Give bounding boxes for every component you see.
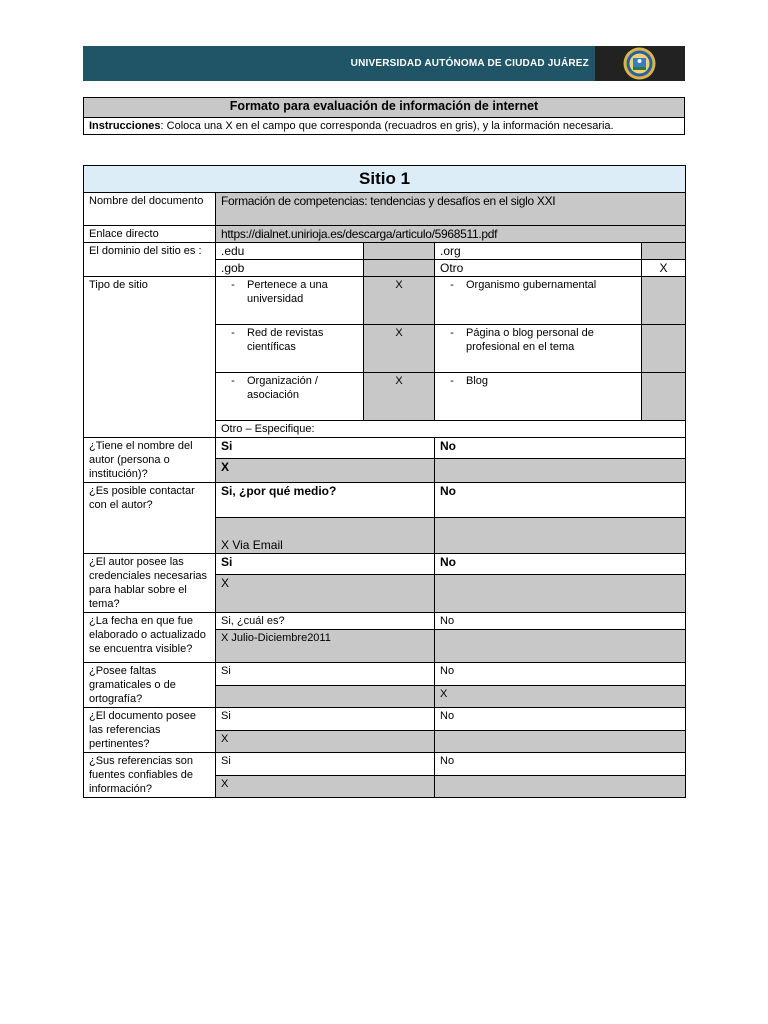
- q7-no-answer[interactable]: [435, 775, 686, 798]
- type-blog-professional: - Página o blog personal de profesional en el tema: [435, 325, 642, 373]
- q5-yes-answer[interactable]: [216, 685, 435, 708]
- form-header-table: [83, 97, 685, 135]
- q1-yes-answer[interactable]: X: [216, 459, 435, 483]
- q2-no-label: No: [435, 483, 686, 518]
- type-journals-mark[interactable]: X: [364, 325, 435, 373]
- q3-yes-answer[interactable]: X: [216, 574, 435, 612]
- type-government-mark[interactable]: [642, 277, 686, 325]
- q7-yes-label: Si: [216, 753, 435, 776]
- type-organization: - Organización / asociación: [216, 373, 364, 421]
- instructions: [84, 118, 685, 135]
- domain-otro: Otro: [435, 260, 642, 277]
- q3-no-answer[interactable]: [435, 574, 686, 612]
- form-title: Formato para evaluación de información de internet: [84, 98, 685, 118]
- other-specify[interactable]: Otro – Especifique:: [216, 421, 686, 438]
- link-value[interactable]: https://dialnet.unirioja.es/descarga/articulo/5968511.pdf: [216, 226, 686, 243]
- q5-no-label: No: [435, 663, 686, 686]
- doc-name-label: Nombre del documento: [84, 193, 216, 226]
- link-label: Enlace directo: [84, 226, 216, 243]
- q5-yes-label: Si: [216, 663, 435, 686]
- domain-edu: .edu: [216, 243, 364, 260]
- type-blog: - Blog: [435, 373, 642, 421]
- q4-yes-label: Si, ¿cuál es?: [216, 613, 435, 630]
- university-name: UNIVERSIDAD AUTÓNOMA DE CIUDAD JUÁREZ: [350, 58, 589, 69]
- seal-container: [595, 46, 685, 81]
- q7-no-label: No: [435, 753, 686, 776]
- q6-text: ¿El documento posee las referencias pertinentes?: [84, 708, 216, 753]
- q4-no-answer[interactable]: [435, 630, 686, 663]
- domain-edu-mark[interactable]: [364, 243, 435, 260]
- type-journals: - Red de revistas científicas: [216, 325, 364, 373]
- type-university: - Pertenece a una universidad: [216, 277, 364, 325]
- q1-no-label: No: [435, 438, 686, 459]
- q2-no-answer[interactable]: [435, 518, 686, 554]
- type-government: - Organismo gubernamental: [435, 277, 642, 325]
- type-university-mark[interactable]: X: [364, 277, 435, 325]
- q4-text: ¿La fecha en que fue elaborado o actualizado se encuentra visible?: [84, 613, 216, 663]
- q7-text: ¿Sus referencias son fuentes confiables de información?: [84, 753, 216, 798]
- domain-gob-mark[interactable]: [364, 260, 435, 277]
- type-organization-mark[interactable]: X: [364, 373, 435, 421]
- type-blog-professional-mark[interactable]: [642, 325, 686, 373]
- q6-no-answer[interactable]: [435, 730, 686, 753]
- domain-org: .org: [435, 243, 642, 260]
- q4-no-label: No: [435, 613, 686, 630]
- q2-yes-label: Si, ¿por qué medio?: [216, 483, 435, 518]
- q2-yes-answer[interactable]: X Via Email: [216, 518, 435, 554]
- doc-name-value[interactable]: Formación de competencias: tendencias y desafíos en el siglo XXI: [216, 193, 686, 226]
- site-evaluation-table: [83, 165, 686, 798]
- q5-text: ¿Posee faltas gramaticales o de ortografía?: [84, 663, 216, 708]
- type-blog-mark[interactable]: [642, 373, 686, 421]
- q3-text: ¿El autor posee las credenciales necesarias para hablar sobre el tema?: [84, 554, 216, 613]
- q1-yes-label: Si: [216, 438, 435, 459]
- header-banner: [83, 46, 685, 81]
- q3-yes-label: Si: [216, 554, 435, 575]
- domain-label: El dominio del sitio es :: [84, 243, 216, 277]
- q6-yes-label: Si: [216, 708, 435, 731]
- q7-yes-answer[interactable]: X: [216, 775, 435, 798]
- instructions-label: Instrucciones: [89, 120, 161, 132]
- domain-otro-mark[interactable]: X: [642, 260, 686, 277]
- site-heading: Sitio 1: [84, 166, 686, 193]
- q4-yes-answer[interactable]: X Julio-Diciembre2011: [216, 630, 435, 663]
- q1-no-answer[interactable]: [435, 459, 686, 483]
- type-label: Tipo de sitio: [84, 277, 216, 438]
- q6-no-label: No: [435, 708, 686, 731]
- q6-yes-answer[interactable]: X: [216, 730, 435, 753]
- q1-text: ¿Tiene el nombre del autor (persona o institución)?: [84, 438, 216, 483]
- domain-gob: .gob: [216, 260, 364, 277]
- q5-no-answer[interactable]: X: [435, 685, 686, 708]
- q3-no-label: No: [435, 554, 686, 575]
- instructions-text: : Coloca una X en el campo que corresponda (recuadros en gris), y la información necesaria.: [160, 120, 614, 132]
- university-seal-icon: [623, 47, 656, 80]
- q2-text: ¿Es posible contactar con el autor?: [84, 483, 216, 554]
- domain-org-mark[interactable]: [642, 243, 686, 260]
